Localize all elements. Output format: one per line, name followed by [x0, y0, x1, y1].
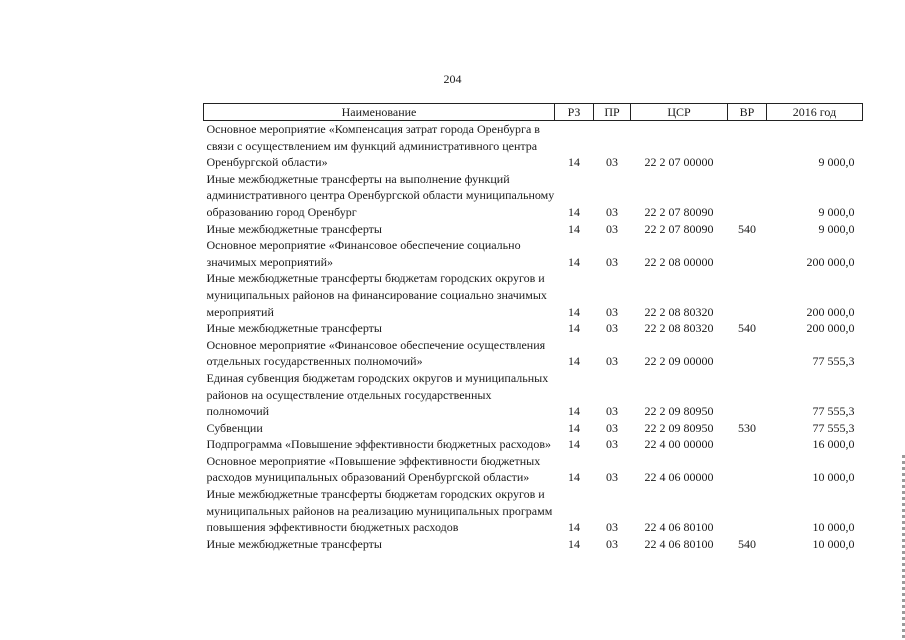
row-amount: 200 000,0: [806, 304, 855, 319]
row-name: Единая субвенция бюджетам городских округов и муниципальных районов на осуществление отдельных государственных полномочий: [206, 370, 549, 419]
row-pr: 03: [606, 204, 618, 219]
row-vr: 530: [738, 420, 756, 435]
row-name: Основное мероприятие «Финансовое обеспечение осуществления отдельных государственных полномочий»: [206, 337, 546, 369]
row-rz: 14: [568, 520, 580, 535]
row-csr: 22 4 06 80100: [644, 536, 714, 551]
row-pr: 03: [606, 420, 618, 435]
row-csr: 22 2 09 80950: [644, 404, 714, 419]
row-pr: 03: [606, 254, 618, 269]
row-vr: [728, 453, 767, 486]
table-row: [204, 270, 863, 320]
table-row: [204, 453, 863, 486]
row-rz: 14: [568, 437, 580, 452]
row-vr: 540: [738, 221, 756, 236]
header-name: Наименование: [204, 104, 555, 121]
row-amount: 10 000,0: [812, 536, 855, 551]
row-rz: 14: [568, 155, 580, 170]
row-csr: 22 4 00 00000: [644, 437, 714, 452]
table-row: [204, 237, 863, 270]
row-name: Иные межбюджетные трансферты: [206, 221, 382, 236]
row-amount: 16 000,0: [812, 437, 855, 452]
table-row: [204, 370, 863, 420]
row-vr: [728, 337, 767, 370]
row-vr: [728, 436, 767, 453]
row-csr: 22 2 08 80320: [644, 321, 714, 336]
row-vr: [728, 270, 767, 320]
row-vr: 540: [738, 321, 756, 336]
row-name: Основное мероприятие «Повышение эффективности бюджетных расходов муниципальных образований Оренбургской области»: [206, 453, 541, 485]
row-pr: 03: [606, 470, 618, 485]
row-vr: [728, 370, 767, 420]
row-csr: 22 4 06 00000: [644, 470, 714, 485]
row-vr: [728, 171, 767, 221]
row-rz: 14: [568, 354, 580, 369]
row-amount: 77 555,3: [812, 354, 855, 369]
row-name: Основное мероприятие «Финансовое обеспечение социально значимых мероприятий»: [206, 238, 521, 269]
row-rz: 14: [568, 221, 580, 236]
table-row: [204, 536, 863, 553]
table-row: [204, 320, 863, 337]
row-amount: 9 000,0: [818, 221, 855, 236]
row-pr: 03: [606, 304, 618, 319]
row-csr: 22 2 07 00000: [644, 155, 714, 170]
row-vr: [728, 121, 767, 171]
table-row: [204, 171, 863, 221]
row-csr: 22 2 08 80320: [644, 304, 714, 319]
row-name: Иные межбюджетные трансферты на выполнение функций административного центра Оренбургской области муниципальному образованию город Оренбург: [206, 171, 555, 219]
row-rz: 14: [568, 420, 580, 435]
row-name: Основное мероприятие «Компенсация затрат города Оренбурга в связи с осуществлением им функций административного центра Оренбургской области»: [206, 122, 540, 170]
row-rz: 14: [568, 254, 580, 269]
row-pr: 03: [606, 520, 618, 535]
row-name: Иные межбюджетные трансферты: [206, 536, 382, 551]
row-amount: 200 000,0: [806, 321, 855, 336]
table-row: [204, 420, 863, 437]
table-row: [204, 121, 863, 171]
row-csr: 22 2 07 80090: [644, 221, 714, 236]
row-csr: 22 2 07 80090: [644, 204, 714, 219]
row-rz: 14: [568, 470, 580, 485]
row-pr: 03: [606, 404, 618, 419]
row-pr: 03: [606, 437, 618, 452]
row-vr: 540: [738, 536, 756, 551]
page-number: 204: [443, 72, 462, 86]
row-csr: 22 2 09 80950: [644, 420, 714, 435]
row-name: Иные межбюджетные трансферты бюджетам городских округов и муниципальных районов на реализацию муниципальных программ повышения эффективности бюджетных расходов: [206, 487, 553, 535]
row-amount: 10 000,0: [812, 520, 855, 535]
row-rz: 14: [568, 404, 580, 419]
row-csr: 22 2 09 00000: [644, 354, 714, 369]
row-pr: 03: [606, 155, 618, 170]
row-amount: 77 555,3: [812, 404, 855, 419]
header-pr: ПР: [594, 104, 631, 121]
table-row: [204, 486, 863, 536]
row-amount: 9 000,0: [818, 155, 855, 170]
table-row: [204, 436, 863, 453]
row-name: Иные межбюджетные трансферты бюджетам городских округов и муниципальных районов на финансирование социально значимых мероприятий: [206, 271, 547, 319]
table-header-row: [204, 104, 863, 121]
row-name: Подпрограмма «Повышение эффективности бюджетных расходов»: [206, 437, 551, 452]
row-name: Субвенции: [206, 420, 263, 435]
row-pr: 03: [606, 221, 618, 236]
row-rz: 14: [568, 204, 580, 219]
row-amount: 200 000,0: [806, 254, 855, 269]
row-rz: 14: [568, 304, 580, 319]
table-row: [204, 337, 863, 370]
header-csr: ЦСР: [631, 104, 728, 121]
header-year: 2016 год: [767, 104, 863, 121]
table-body: [204, 121, 863, 553]
row-pr: 03: [606, 321, 618, 336]
row-pr: 03: [606, 536, 618, 551]
row-rz: 14: [568, 536, 580, 551]
table-row: [204, 221, 863, 238]
header-rz: РЗ: [555, 104, 594, 121]
row-amount: 77 555,3: [812, 420, 855, 435]
row-csr: 22 2 08 00000: [644, 254, 714, 269]
row-vr: [728, 237, 767, 270]
row-name: Иные межбюджетные трансферты: [206, 321, 382, 336]
row-vr: [728, 486, 767, 536]
row-amount: 9 000,0: [818, 204, 855, 219]
row-csr: 22 4 06 80100: [644, 520, 714, 535]
row-rz: 14: [568, 321, 580, 336]
budget-table: [203, 103, 863, 552]
header-vr: ВР: [728, 104, 767, 121]
row-amount: 10 000,0: [812, 470, 855, 485]
row-pr: 03: [606, 354, 618, 369]
